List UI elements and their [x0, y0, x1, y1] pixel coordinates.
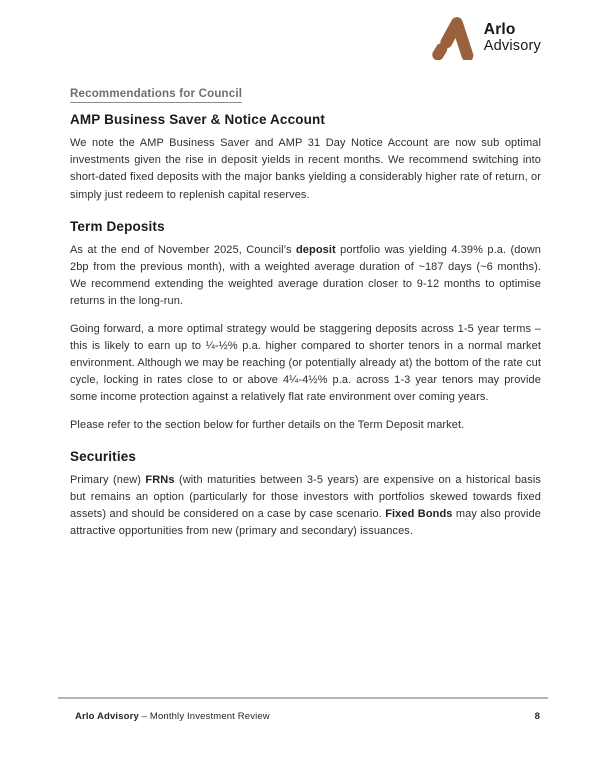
paragraph-term-deposits-1: As at the end of November 2025, Council’s deposit portfolio was yielding 4.39% p.a. (down 2bp from the previous month), with a weighted average duration of ~187 days (~6 months). We recommend extending the weighted average duration closer to 9-12 months to optimise returns in the long-run.	[70, 243, 541, 308]
footer-title: Arlo Advisory – Monthly Investment Review	[75, 711, 270, 722]
overline-heading: Recommendations for Council	[70, 88, 242, 103]
heading-amp-business-saver: AMP Business Saver & Notice Account	[70, 112, 326, 127]
page-footer	[75, 711, 540, 722]
document-content	[70, 84, 541, 551]
paragraph-term-deposits-3: Please refer to the section below for further details on the Term Deposit market.	[70, 418, 465, 431]
paragraph-securities: Primary (new) FRNs (with maturities between 3-5 years) are expensive on a historical basis but remains an option (particularly for those investors with portfolios skewed towards fixed assets) and should be considered on a case by case scenario. Fixed Bonds may also provide attractive opportunities from new (primary and secondary) issuances.	[70, 473, 542, 538]
page-number: 8	[534, 711, 540, 722]
footer-divider	[58, 697, 548, 699]
heading-securities: Securities	[70, 448, 137, 464]
heading-term-deposits: Term Deposits	[70, 218, 165, 234]
paragraph-term-deposits-2: Going forward, a more optimal strategy would be staggering deposits across 1-5 year terms – this is likely to earn up to ¼-½% p.a. higher compared to shorter tenors in a normal market environment. Although we may be reaching (or potentially already at) the bottom of the rate cut cycle, locking in rates close to or above 4¼-4½% p.a. across 1-3 year tenors may provide some income protection against a relatively flat rate environment over coming years.	[70, 322, 541, 404]
brand-subtitle: Advisory	[483, 37, 541, 54]
brand-name: Arlo	[483, 20, 516, 38]
paragraph-amp: We note the AMP Business Saver and AMP 31 Day Notice Account are now sub optimal investments given the rise in deposit yields in recent months. We recommend switching into short-dated fixed deposits with the major banks yielding a considerably higher rate of return, or simply just redeem to replenish capital reserves.	[70, 137, 541, 201]
arlo-a-mark-icon	[430, 16, 475, 60]
brand-logo	[430, 16, 541, 60]
brand-logo-text	[484, 22, 541, 54]
